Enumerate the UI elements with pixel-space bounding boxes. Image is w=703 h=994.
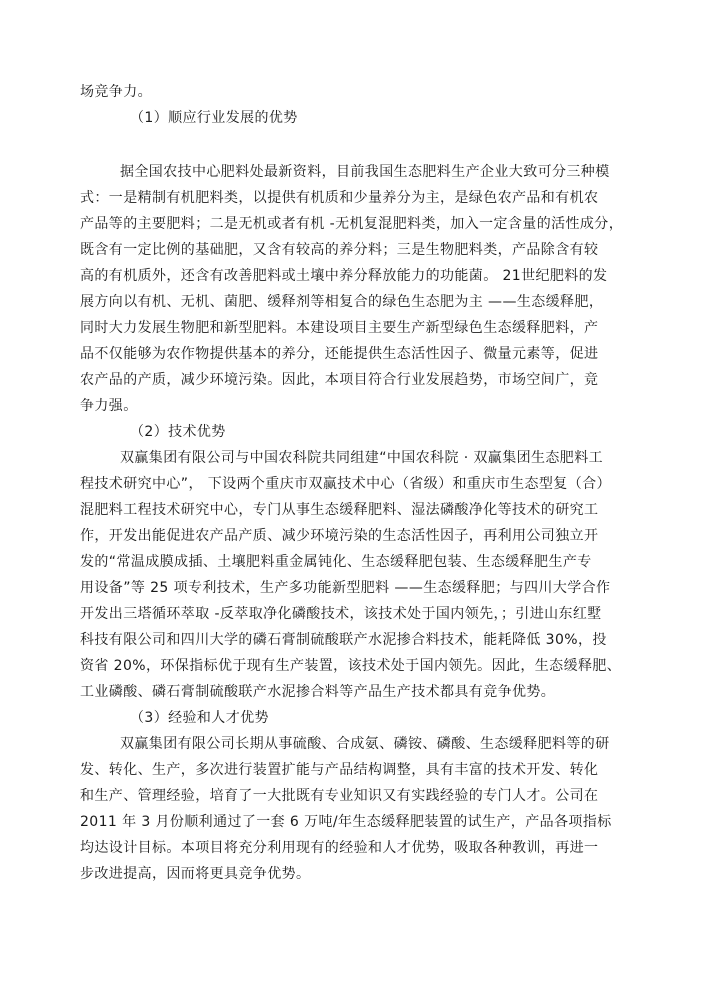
text-line: 开发出三塔循环萃取 -反萃取净化磷酸技术，该技术处于国内领先，；引进山东红墅 [80,606,602,622]
text-line: 争力强。 [80,398,138,414]
text-line: 均达设计目标。本项目将充分利用现有的经验和人才优势，吸取各种教训，再进一 [80,840,599,856]
text-line: 和生产、管理经验，培育了一大批既有专业知识又有实践经验的专门人才。公司在 [80,788,599,804]
section-heading: （3）经验和人才优势 [130,710,269,726]
text-line: 资省 20%，环保指标优于现有生产装置，该技术处于国内领先。因此，生态缓释肥、 [80,658,622,674]
text-line: 科技有限公司和四川大学的磷石膏制硫酸联产水泥掺合料技术，能耗降低 30%，投 [80,632,607,648]
text-line: 用设备”等 25 项专利技术，生产多功能新型肥料 ——生态缓释肥；与四川大学合作 [80,580,611,596]
text-line: 双赢集团有限公司长期从事硫酸、合成氨、磷铵、磷酸、生态缓释肥料等的研 [120,736,610,752]
text-line: 发的“常温成膜成插、土壤肥料重金属钝化、生态缓释肥包装、生态缓释肥生产专 [80,554,592,570]
section-heading: （2）技术优势 [130,424,226,440]
text-line: 双赢集团有限公司与中国农科院共同组建“中国农科院 · 双赢集团生态肥料工 [120,450,604,466]
text-line: 品不仅能够为农作物提供基本的养分，还能提供生态活性因子、微量元素等，促进 [80,346,599,362]
text-line: 工业磷酸、磷石膏制硫酸联产水泥掺合料等产品生产技术都具有竞争优势。 [80,684,556,700]
text-line: 场竞争力。 [80,84,152,100]
text-line: 高的有机质外，还含有改善肥料或土壤中养分释放能力的功能菌。 21世纪肥料的发 [80,268,608,284]
text-line: 农产品的产质，减少环境污染。因此，本项目符合行业发展趋势，市场空间广，竞 [80,372,599,388]
text-line: 步改进提高，因而将更具竞争优势。 [80,866,311,882]
text-line: 程技术研究中心”， 下设两个重庆市双赢技术中心（省级）和重庆市生态型复（合） [80,476,611,492]
text-line: 展方向以有机、无机、菌肥、缓释剂等相复合的绿色生态肥为主 ——生态缓释肥， [80,294,604,310]
section-heading: （1）顺应行业发展的优势 [130,110,298,126]
text-line: 产品等的主要肥料；二是无机或者有机 -无机复混肥料类，加入一定含量的活性成分， [80,216,624,232]
text-line: 发、转化、生产，多次进行装置扩能与产品结构调整，具有丰富的技术开发、转化 [80,762,599,778]
text-line: 式：一是精制有机肥料类，以提供有机质和少量养分为主，是绿色农产品和有机农 [80,190,599,206]
text-line: 2011 年 3 月份顺利通过了一套 6 万吨/年生态缓释肥装置的试生产，产品各项指标 [80,814,612,830]
text-line: 据全国农技中心肥料处最新资料，目前我国生态肥料生产企业大致可分三种模 [120,164,610,180]
text-line: 混肥料工程技术研究中心，专门从事生态缓释肥料、湿法磷酸净化等技术的研究工 [80,502,599,518]
text-line: 同时大力发展生物肥和新型肥料。本建设项目主要生产新型绿色生态缓释肥料，产 [80,320,599,336]
text-line: 作，开发出能促进农产品产质、减少环境污染的生态活性因子，再利用公司独立开 [80,528,599,544]
text-line: 既含有一定比例的基础肥，又含有较高的养分料；三是生物肥料类，产品除含有较 [80,242,599,258]
